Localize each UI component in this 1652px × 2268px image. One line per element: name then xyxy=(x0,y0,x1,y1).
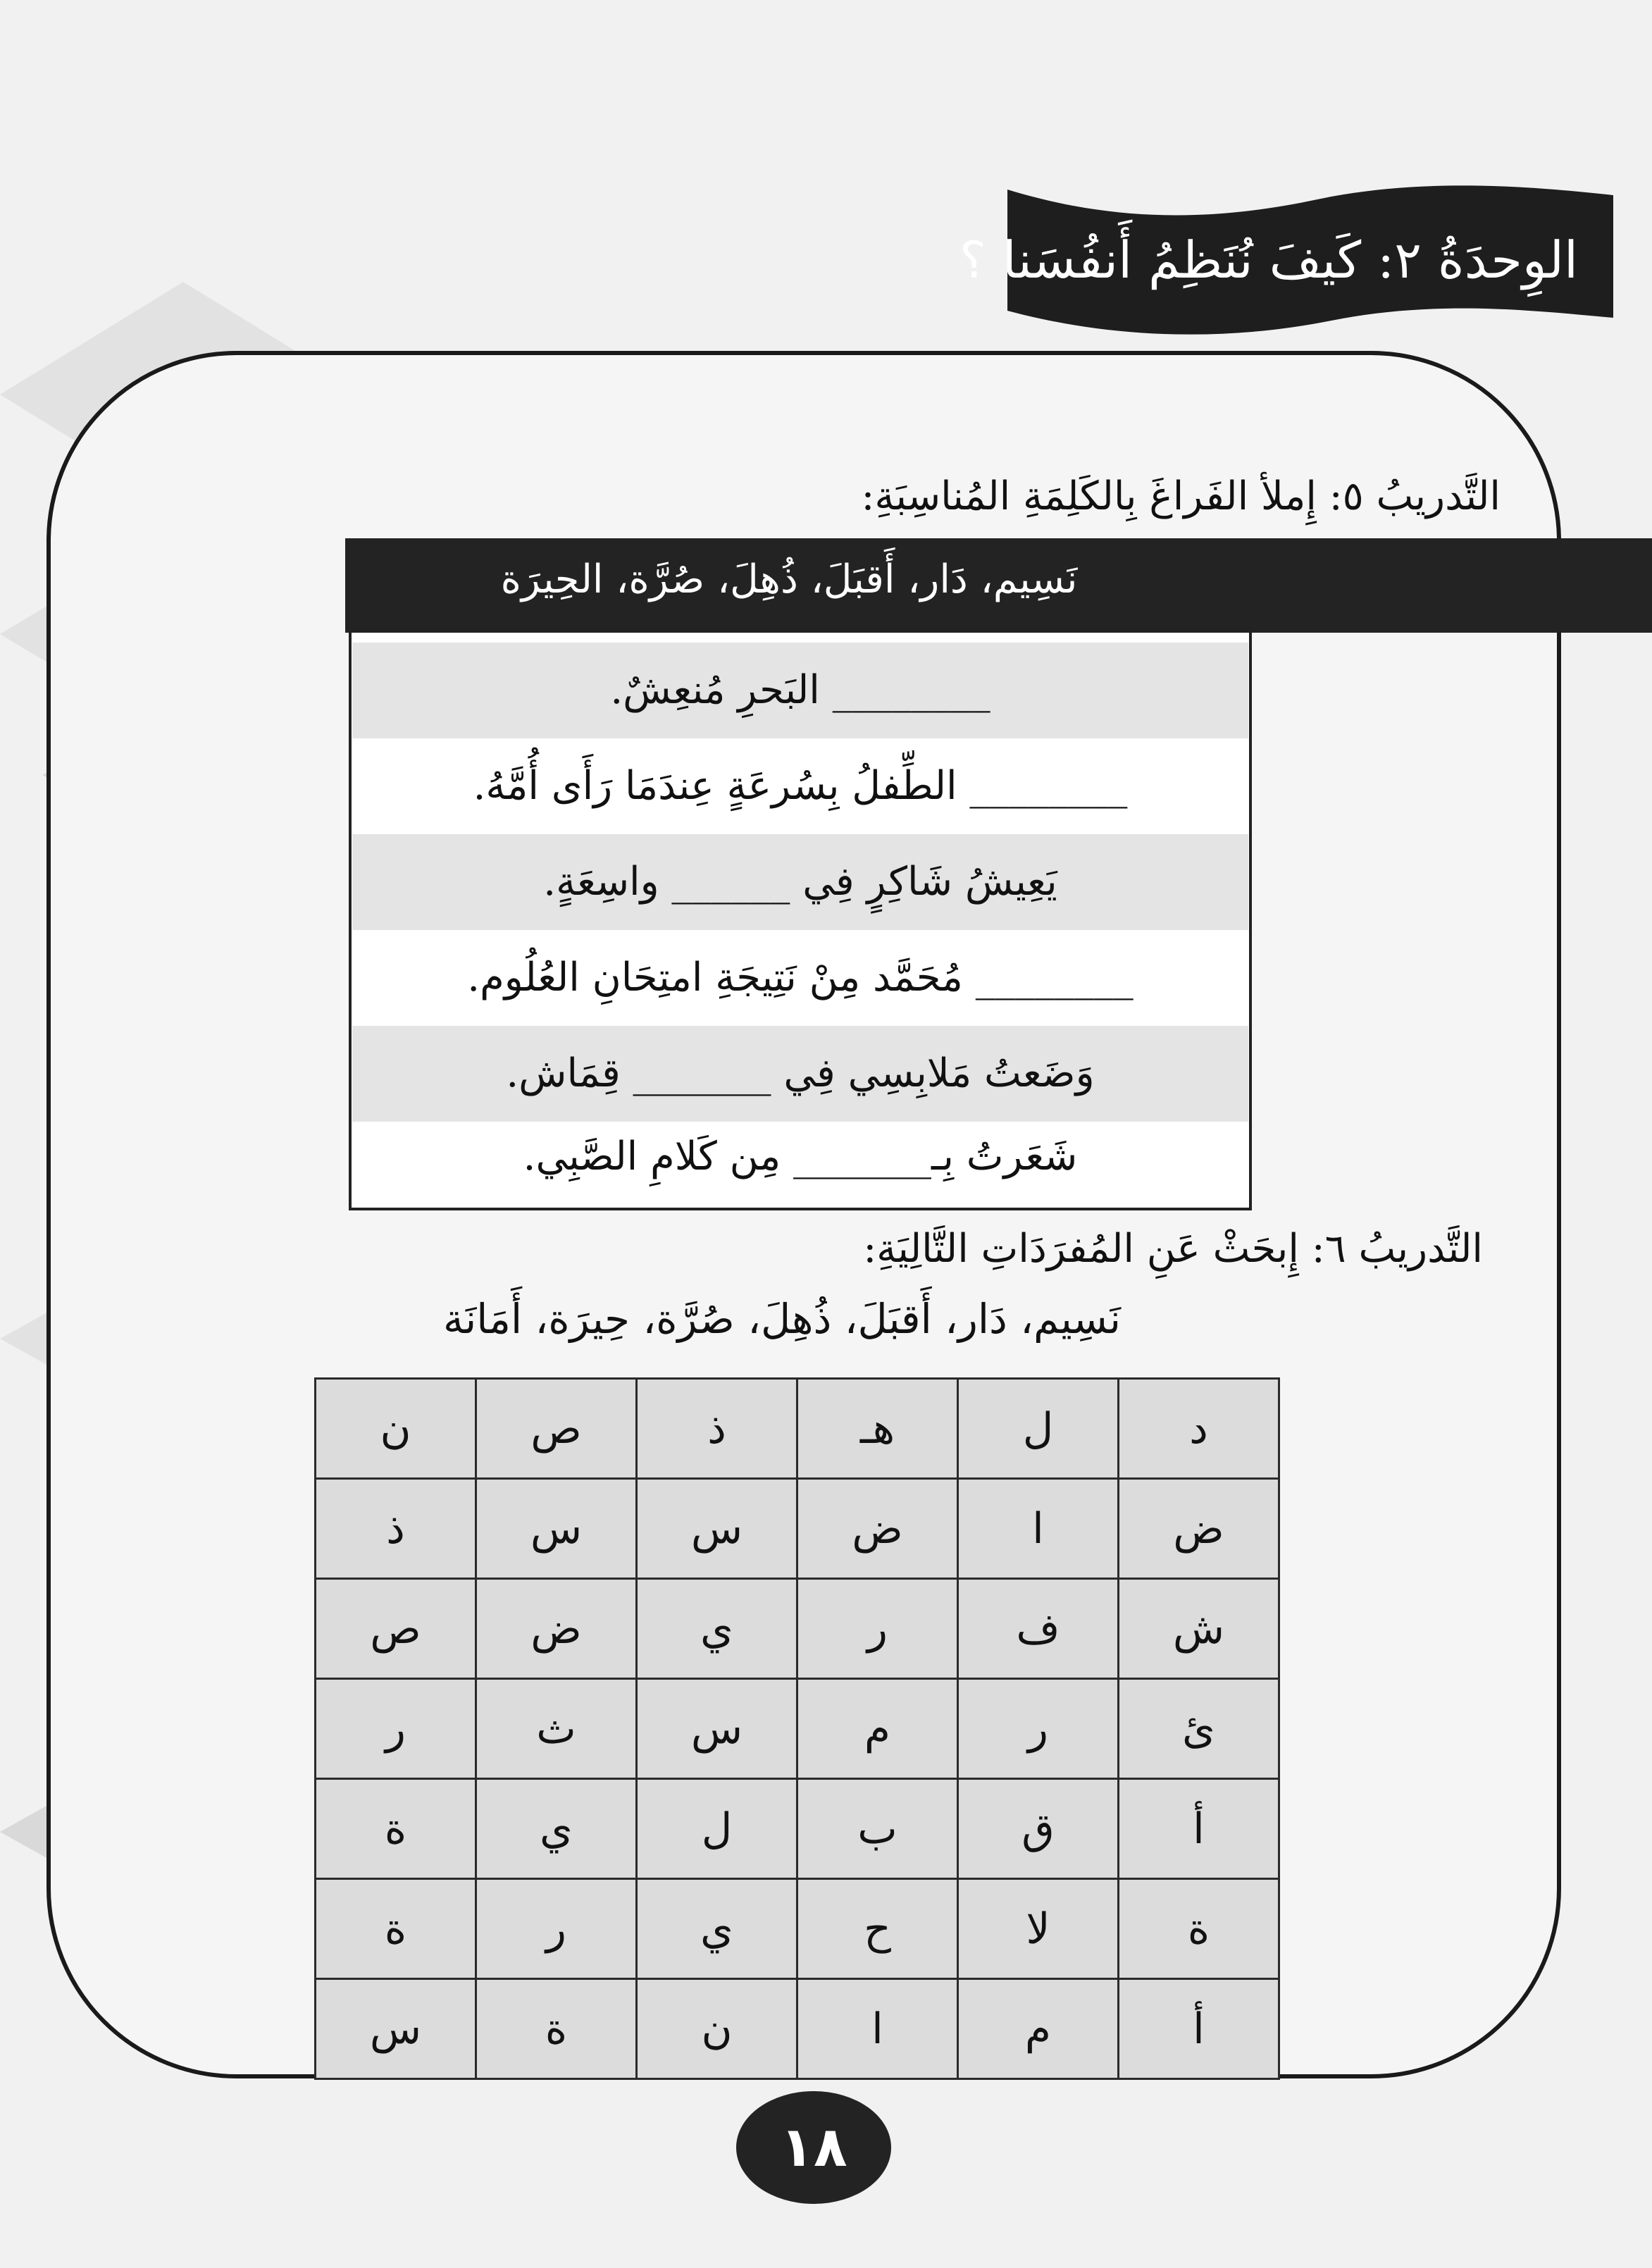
grid-cell[interactable]: ص xyxy=(476,1379,637,1479)
grid-cell[interactable]: ف xyxy=(958,1579,1119,1679)
grid-cell[interactable]: ض xyxy=(476,1579,637,1679)
sentence-row: ________ البَحرِ مُنعِشٌ. xyxy=(352,643,1248,738)
sentence-row: ________ مُحَمَّد مِنْ نَتِيجَةِ امتِحَانِ العُلُوم. xyxy=(467,955,1134,1000)
grid-cell[interactable]: س xyxy=(637,1679,797,1779)
grid-cell[interactable]: ح xyxy=(797,1879,958,1979)
grid-cell[interactable]: أ xyxy=(1119,1979,1279,2079)
grid-cell[interactable]: ل xyxy=(637,1779,797,1879)
grid-cell[interactable]: ر xyxy=(476,1879,637,1979)
grid-cell[interactable]: ا xyxy=(958,1479,1119,1579)
sentence-row: شَعَرتُ بِـ_______ مِن كَلامِ الصَّبِي. xyxy=(523,1134,1078,1179)
grid-cell[interactable]: ئ xyxy=(1119,1679,1279,1779)
grid-cell[interactable]: ي xyxy=(637,1579,797,1679)
sentence-row: يَعِيشُ شَاكِرٍ فِي ______ واسِعَةٍ. xyxy=(352,834,1248,930)
exercise5-title: التَّدريبُ ٥: إِملأ الفَراغَ بِالكَلِمَةِ المُناسِبَةِ: xyxy=(861,473,1501,519)
grid-cell[interactable]: ة xyxy=(1119,1879,1279,1979)
grid-cell[interactable]: ذ xyxy=(637,1379,797,1479)
grid-cell[interactable]: ة xyxy=(316,1879,476,1979)
grid-cell[interactable]: س xyxy=(316,1979,476,2079)
unit-banner xyxy=(959,180,1620,335)
grid-cell[interactable]: د xyxy=(1119,1379,1279,1479)
grid-cell[interactable]: ص xyxy=(316,1579,476,1679)
grid-cell[interactable]: ض xyxy=(797,1479,958,1579)
unit-title: الوِحدَةُ ٢: كَيفَ نُنَظِمُ أَنفُسَنا ؟ xyxy=(959,230,1578,290)
grid-cell[interactable]: ض xyxy=(1119,1479,1279,1579)
grid-cell[interactable]: س xyxy=(476,1479,637,1579)
table-row xyxy=(316,1979,1279,2079)
table-row xyxy=(316,1479,1279,1579)
table-row xyxy=(316,1379,1279,1479)
grid-cell[interactable]: م xyxy=(797,1679,958,1779)
grid-cell[interactable]: ش xyxy=(1119,1579,1279,1679)
exercise6-word-list: نَسِيم، دَار، أَقبَلَ، ذُهِلَ، صُرَّة، حِيرَة، أَمَانَة xyxy=(443,1295,1121,1343)
grid-cell[interactable]: س xyxy=(637,1479,797,1579)
grid-cell[interactable]: ق xyxy=(958,1779,1119,1879)
grid-cell[interactable]: ي xyxy=(637,1879,797,1979)
table-row xyxy=(316,1879,1279,1979)
sentence-row: وَضَعتُ مَلابِسِي فِي _______ قِمَاش. xyxy=(352,1026,1248,1122)
grid-cell[interactable]: ل xyxy=(958,1379,1119,1479)
table-row xyxy=(316,1779,1279,1879)
grid-cell[interactable]: هـ xyxy=(797,1379,958,1479)
grid-cell[interactable]: ذ xyxy=(316,1479,476,1579)
word-bank: نَسِيم، دَار، أَقبَلَ، ذُهِلَ، صُرَّة، الحِيرَة xyxy=(500,557,1078,602)
page-number: ١٨ xyxy=(736,2091,891,2204)
grid-cell[interactable]: ر xyxy=(316,1679,476,1779)
grid-cell[interactable]: ر xyxy=(797,1579,958,1679)
word-search-grid xyxy=(314,1377,1280,2080)
table-row xyxy=(316,1679,1279,1779)
exercise6-title: التَّدريبُ ٦: إِبحَثْ عَنِ المُفرَدَاتِ التَّالِيَةِ: xyxy=(863,1226,1483,1272)
grid-cell[interactable]: أ xyxy=(1119,1779,1279,1879)
grid-cell[interactable]: ر xyxy=(958,1679,1119,1779)
grid-cell[interactable]: ا xyxy=(797,1979,958,2079)
grid-cell[interactable]: ب xyxy=(797,1779,958,1879)
sentence-row: ________ الطِّفلُ بِسُرعَةٍ عِندَمَا رَأَى أُمَّهُ. xyxy=(473,763,1128,809)
grid-cell[interactable]: ث xyxy=(476,1679,637,1779)
grid-cell[interactable]: ن xyxy=(637,1979,797,2079)
grid-cell[interactable]: ة xyxy=(476,1979,637,2079)
table-row xyxy=(316,1579,1279,1679)
grid-cell[interactable]: م xyxy=(958,1979,1119,2079)
grid-cell[interactable]: ن xyxy=(316,1379,476,1479)
grid-cell[interactable]: ي xyxy=(476,1779,637,1879)
grid-cell[interactable]: لا xyxy=(958,1879,1119,1979)
grid-cell[interactable]: ة xyxy=(316,1779,476,1879)
